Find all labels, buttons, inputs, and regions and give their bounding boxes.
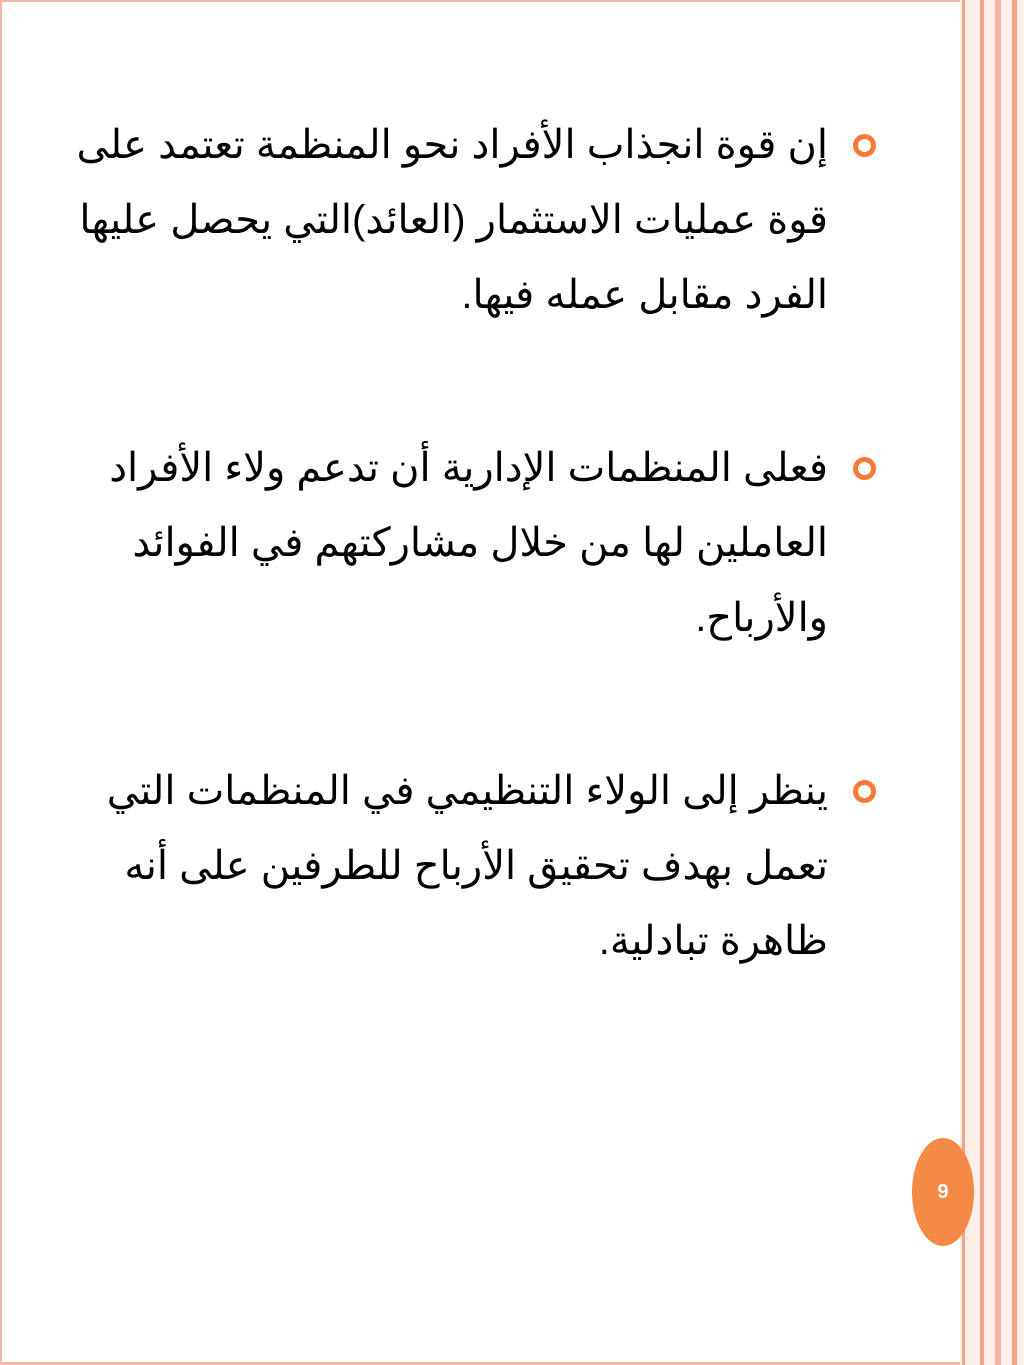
circle-bullet-icon: [853, 457, 876, 480]
bullet-text: إن قوة انجذاب الأفراد نحو المنظمة تعتمد على قوة عمليات الاستثمار (العائد)التي يحصل عليها الفرد مقابل عمله فيها.: [76, 123, 828, 317]
bullet-item: [60, 108, 880, 333]
circle-bullet-icon: [853, 134, 876, 157]
side-decoration-stripe: [1012, 0, 1017, 1365]
circle-bullet-icon: [853, 780, 876, 803]
side-decoration-stripe: [995, 0, 1001, 1365]
slide-frame-top: [0, 0, 1024, 2]
page-number-badge: 9: [912, 1138, 974, 1246]
bullet-text: فعلى المنظمات الإدارية أن تدعم ولاء الأفراد العاملين لها من خلال مشاركتهم في الفوائد والأرباح.: [109, 446, 828, 640]
slide-body: [60, 108, 880, 979]
bullet-item: [60, 754, 880, 979]
bullet-item: [60, 431, 880, 656]
bullet-text: ينظر إلى الولاء التنظيمي في المنظمات التي تعمل بهدف تحقيق الأرباح للطرفين على أنه ظاهرة تبادلية.: [106, 769, 828, 963]
slide-frame-left: [0, 0, 2, 1365]
side-decoration-stripe: [980, 0, 984, 1365]
